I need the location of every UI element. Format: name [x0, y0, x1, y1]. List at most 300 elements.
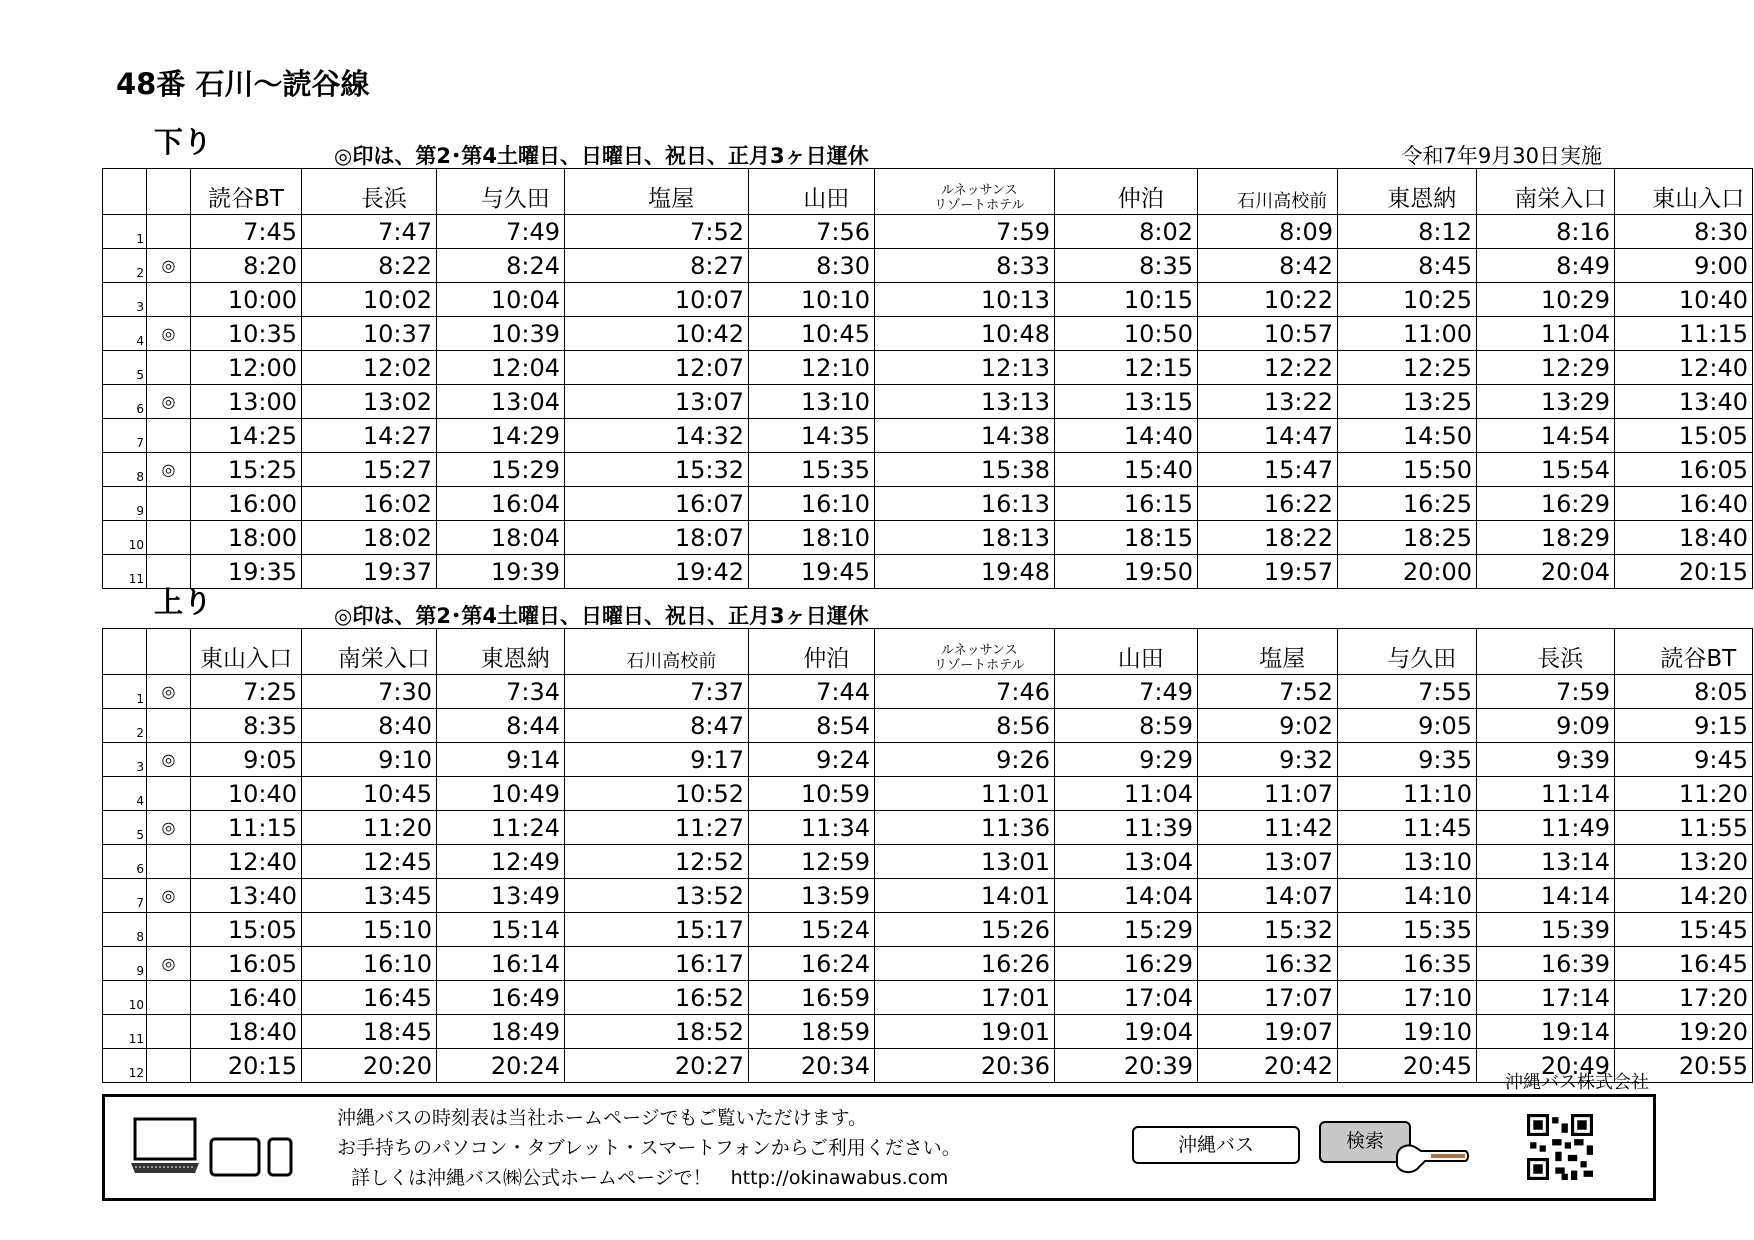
trip-row — [103, 385, 1753, 419]
departure-time: 11:04 — [1507, 317, 1615, 351]
departure-time: 8:12 — [1368, 215, 1477, 249]
departure-time: 9:39 — [1507, 743, 1615, 777]
spacer-cell — [302, 1049, 332, 1083]
spacer-cell — [1477, 487, 1507, 521]
departure-time: 14:10 — [1368, 879, 1477, 913]
stop-header: 与久田 — [467, 169, 565, 215]
spacer-cell — [302, 453, 332, 487]
spacer-cell — [1477, 351, 1507, 385]
departure-time: 19:35 — [191, 555, 302, 589]
trip-row — [103, 487, 1753, 521]
spacer-cell — [875, 981, 905, 1015]
departure-time: 16:10 — [779, 487, 875, 521]
departure-time: 8:30 — [1645, 215, 1753, 249]
departure-time: 11:20 — [1645, 777, 1753, 811]
departure-time: 7:34 — [467, 675, 565, 709]
departure-time: 7:52 — [1228, 675, 1338, 709]
trip-number: 11 — [103, 555, 147, 589]
spacer-cell — [302, 879, 332, 913]
departure-time: 16:05 — [1645, 453, 1753, 487]
trip-row — [103, 981, 1753, 1015]
smartphone-icon — [269, 1139, 291, 1175]
departure-time: 11:27 — [595, 811, 749, 845]
departure-time: 15:35 — [779, 453, 875, 487]
departure-time: 8:49 — [1507, 249, 1615, 283]
spacer-cell — [1338, 709, 1368, 743]
departure-time: 9:09 — [1507, 709, 1615, 743]
down-direction-label: 下り — [154, 125, 213, 159]
spacer-cell — [302, 675, 332, 709]
up-timetable — [102, 628, 1753, 1083]
departure-time: 8:24 — [467, 249, 565, 283]
departure-time: 16:13 — [905, 487, 1055, 521]
departure-time: 9:29 — [1085, 743, 1198, 777]
departure-time: 20:15 — [1645, 555, 1753, 589]
stop-header: 山田 — [779, 169, 875, 215]
spacer-cell — [437, 215, 467, 249]
departure-time: 16:05 — [191, 947, 302, 981]
spacer-cell — [302, 811, 332, 845]
spacer-cell — [875, 453, 905, 487]
departure-time: 15:45 — [1645, 913, 1753, 947]
departure-time: 10:00 — [191, 283, 302, 317]
departure-time: 15:40 — [1085, 453, 1198, 487]
departure-time: 19:57 — [1228, 555, 1338, 589]
spacer-cell — [749, 521, 779, 555]
spacer-cell — [565, 947, 595, 981]
spacer-cell — [437, 351, 467, 385]
spacer-cell — [437, 487, 467, 521]
departure-time: 19:45 — [779, 555, 875, 589]
spacer-cell — [1198, 317, 1228, 351]
spacer-cell — [1055, 385, 1085, 419]
mark-header — [147, 629, 191, 675]
spacer-cell — [1615, 947, 1645, 981]
departure-time: 12:49 — [467, 845, 565, 879]
departure-time: 13:01 — [905, 845, 1055, 879]
spacer-cell — [749, 351, 779, 385]
departure-time: 15:54 — [1507, 453, 1615, 487]
spacer-cell — [1477, 743, 1507, 777]
spacer-cell — [875, 947, 905, 981]
spacer-cell — [1477, 845, 1507, 879]
spacer-cell — [1615, 169, 1645, 215]
departure-time: 8:16 — [1507, 215, 1615, 249]
departure-time: 11:00 — [1368, 317, 1477, 351]
spacer-cell — [1338, 811, 1368, 845]
spacer-cell — [302, 317, 332, 351]
spacer-cell — [875, 845, 905, 879]
trip-number: 6 — [103, 845, 147, 879]
departure-time: 13:04 — [1085, 845, 1198, 879]
departure-time: 14:07 — [1228, 879, 1338, 913]
departure-time: 13:25 — [1368, 385, 1477, 419]
departure-time: 16:45 — [1645, 947, 1753, 981]
spacer-cell — [1615, 249, 1645, 283]
departure-time: 14:25 — [191, 419, 302, 453]
spacer-cell — [437, 709, 467, 743]
departure-time: 15:29 — [1085, 913, 1198, 947]
spacer-cell — [1615, 879, 1645, 913]
spacer-cell — [1338, 629, 1368, 675]
departure-time: 20:39 — [1085, 1049, 1198, 1083]
qr-code-icon — [1527, 1114, 1593, 1180]
spacer-cell — [302, 777, 332, 811]
departure-time: 14:14 — [1507, 879, 1615, 913]
spacer-cell — [749, 879, 779, 913]
spacer-cell — [1055, 879, 1085, 913]
departure-time: 16:39 — [1507, 947, 1615, 981]
departure-time: 16:32 — [1228, 947, 1338, 981]
departure-time: 9:35 — [1368, 743, 1477, 777]
spacer-cell — [1338, 675, 1368, 709]
stop-header: 長浜 — [332, 169, 437, 215]
departure-time: 14:38 — [905, 419, 1055, 453]
spacer-cell — [1338, 317, 1368, 351]
spacer-cell — [437, 419, 467, 453]
departure-time: 20:27 — [595, 1049, 749, 1083]
departure-time: 8:02 — [1085, 215, 1198, 249]
spacer-cell — [1338, 981, 1368, 1015]
departure-time: 15:39 — [1507, 913, 1615, 947]
stop-header: 石川高校前 — [1228, 169, 1338, 215]
spacer-cell — [749, 249, 779, 283]
departure-time: 16:26 — [905, 947, 1055, 981]
departure-time: 13:20 — [1645, 845, 1753, 879]
spacer-cell — [1198, 981, 1228, 1015]
departure-time: 16:10 — [332, 947, 437, 981]
spacer-cell — [875, 913, 905, 947]
spacer-cell — [1615, 385, 1645, 419]
spacer-cell — [437, 811, 467, 845]
trip-row — [103, 947, 1753, 981]
spacer-cell — [1338, 1049, 1368, 1083]
spacer-cell — [302, 845, 332, 879]
spacer-cell — [749, 629, 779, 675]
spacer-cell — [749, 675, 779, 709]
departure-time: 16:45 — [332, 981, 437, 1015]
departure-time: 13:45 — [332, 879, 437, 913]
spacer-cell — [302, 169, 332, 215]
departure-time: 19:07 — [1228, 1015, 1338, 1049]
departure-time: 15:14 — [467, 913, 565, 947]
spacer-cell — [1477, 777, 1507, 811]
departure-time: 13:52 — [595, 879, 749, 913]
spacer-cell — [437, 521, 467, 555]
spacer-cell — [565, 743, 595, 777]
spacer-cell — [1198, 947, 1228, 981]
spacer-cell — [1338, 743, 1368, 777]
departure-time: 16:40 — [1645, 487, 1753, 521]
departure-time: 16:07 — [595, 487, 749, 521]
spacer-cell — [749, 1015, 779, 1049]
spacer-cell — [1477, 811, 1507, 845]
spacer-cell — [875, 709, 905, 743]
spacer-cell — [565, 521, 595, 555]
departure-time: 11:15 — [191, 811, 302, 845]
departure-time: 12:59 — [779, 845, 875, 879]
spacer-cell — [437, 845, 467, 879]
departure-time: 16:35 — [1368, 947, 1477, 981]
departure-time: 9:24 — [779, 743, 875, 777]
departure-time: 15:32 — [1228, 913, 1338, 947]
spacer-cell — [1055, 1015, 1085, 1049]
departure-time: 15:50 — [1368, 453, 1477, 487]
departure-time: 16:40 — [191, 981, 302, 1015]
spacer-cell — [437, 385, 467, 419]
departure-time: 11:45 — [1368, 811, 1477, 845]
spacer-cell — [1198, 351, 1228, 385]
departure-time: 13:29 — [1507, 385, 1615, 419]
departure-time: 18:40 — [191, 1015, 302, 1049]
departure-time: 16:17 — [595, 947, 749, 981]
spacer-cell — [1477, 947, 1507, 981]
spacer-cell — [302, 981, 332, 1015]
departure-time: 8:54 — [779, 709, 875, 743]
holiday-mark: ◎ — [147, 249, 191, 283]
departure-time: 20:00 — [1368, 555, 1477, 589]
trip-number: 10 — [103, 981, 147, 1015]
departure-time: 8:05 — [1645, 675, 1753, 709]
departure-time: 16:02 — [332, 487, 437, 521]
departure-time: 19:48 — [905, 555, 1055, 589]
spacer-cell — [302, 215, 332, 249]
departure-time: 20:34 — [779, 1049, 875, 1083]
departure-time: 12:10 — [779, 351, 875, 385]
departure-time: 14:40 — [1085, 419, 1198, 453]
spacer-cell — [1615, 453, 1645, 487]
spacer-cell — [1055, 317, 1085, 351]
departure-time: 20:20 — [332, 1049, 437, 1083]
spacer-cell — [565, 487, 595, 521]
departure-time: 9:14 — [467, 743, 565, 777]
departure-time: 10:48 — [905, 317, 1055, 351]
spacer-cell — [1198, 419, 1228, 453]
departure-time: 11:42 — [1228, 811, 1338, 845]
departure-time: 8:44 — [467, 709, 565, 743]
spacer-cell — [1615, 317, 1645, 351]
trip-number: 8 — [103, 913, 147, 947]
trip-number: 9 — [103, 487, 147, 521]
spacer-cell — [1055, 555, 1085, 589]
departure-time: 7:47 — [332, 215, 437, 249]
operator-name: 沖縄バス株式会社 — [1505, 1072, 1649, 1093]
spacer-cell — [1615, 777, 1645, 811]
departure-time: 10:45 — [332, 777, 437, 811]
trip-row — [103, 709, 1753, 743]
spacer-cell — [1338, 385, 1368, 419]
devices-icon — [131, 1117, 301, 1181]
departure-time: 10:04 — [467, 283, 565, 317]
departure-time: 13:02 — [332, 385, 437, 419]
pointer-hand-icon — [1391, 1137, 1471, 1179]
departure-time: 7:49 — [467, 215, 565, 249]
departure-time: 11:34 — [779, 811, 875, 845]
spacer-cell — [875, 777, 905, 811]
holiday-mark — [147, 419, 191, 453]
departure-time: 12:40 — [1645, 351, 1753, 385]
spacer-cell — [1055, 453, 1085, 487]
trip-row — [103, 419, 1753, 453]
trip-row — [103, 845, 1753, 879]
spacer-cell — [565, 777, 595, 811]
trip-number: 9 — [103, 947, 147, 981]
holiday-mark — [147, 521, 191, 555]
spacer-cell — [1055, 743, 1085, 777]
spacer-cell — [1055, 215, 1085, 249]
departure-time: 9:10 — [332, 743, 437, 777]
stop-header: 仲泊 — [779, 629, 875, 675]
trip-number: 1 — [103, 675, 147, 709]
spacer-cell — [875, 743, 905, 777]
departure-time: 13:15 — [1085, 385, 1198, 419]
spacer-cell — [1198, 453, 1228, 487]
spacer-cell — [437, 629, 467, 675]
spacer-cell — [437, 249, 467, 283]
departure-time: 18:49 — [467, 1015, 565, 1049]
departure-time: 9:45 — [1645, 743, 1753, 777]
spacer-cell — [565, 1049, 595, 1083]
departure-time: 18:10 — [779, 521, 875, 555]
departure-time: 16:14 — [467, 947, 565, 981]
spacer-cell — [1198, 675, 1228, 709]
departure-time: 11:20 — [332, 811, 437, 845]
departure-time: 13:04 — [467, 385, 565, 419]
trip-number: 7 — [103, 879, 147, 913]
departure-time: 7:59 — [1507, 675, 1615, 709]
spacer-cell — [437, 1015, 467, 1049]
spacer-cell — [437, 317, 467, 351]
spacer-cell — [875, 215, 905, 249]
departure-time: 13:49 — [467, 879, 565, 913]
departure-time: 9:17 — [595, 743, 749, 777]
spacer-cell — [437, 947, 467, 981]
departure-time: 19:14 — [1507, 1015, 1615, 1049]
departure-time: 11:07 — [1228, 777, 1338, 811]
stop-header: 南栄入口 — [332, 629, 437, 675]
spacer-cell — [565, 453, 595, 487]
spacer-cell — [1477, 249, 1507, 283]
departure-time: 11:39 — [1085, 811, 1198, 845]
spacer-cell — [437, 1049, 467, 1083]
departure-time: 13:07 — [1228, 845, 1338, 879]
departure-time: 7:45 — [191, 215, 302, 249]
spacer-cell — [302, 283, 332, 317]
departure-time: 13:22 — [1228, 385, 1338, 419]
spacer-cell — [1055, 947, 1085, 981]
departure-time: 15:24 — [779, 913, 875, 947]
spacer-cell — [302, 351, 332, 385]
spacer-cell — [1055, 777, 1085, 811]
departure-time: 14:29 — [467, 419, 565, 453]
spacer-cell — [437, 675, 467, 709]
spacer-cell — [875, 521, 905, 555]
departure-time: 13:10 — [1368, 845, 1477, 879]
trip-number: 4 — [103, 777, 147, 811]
spacer-cell — [749, 215, 779, 249]
holiday-mark — [147, 1049, 191, 1083]
departure-time: 12:00 — [191, 351, 302, 385]
departure-time: 14:47 — [1228, 419, 1338, 453]
spacer-cell — [749, 169, 779, 215]
departure-time: 20:36 — [905, 1049, 1055, 1083]
departure-time: 7:59 — [905, 215, 1055, 249]
departure-time: 18:04 — [467, 521, 565, 555]
trip-number: 10 — [103, 521, 147, 555]
spacer-cell — [1198, 913, 1228, 947]
spacer-cell — [565, 913, 595, 947]
departure-time: 12:07 — [595, 351, 749, 385]
spacer-cell — [749, 913, 779, 947]
spacer-cell — [437, 453, 467, 487]
spacer-cell — [875, 879, 905, 913]
stop-header: 東恩納 — [1368, 169, 1477, 215]
spacer-cell — [1055, 709, 1085, 743]
spacer-cell — [1055, 1049, 1085, 1083]
departure-time: 13:10 — [779, 385, 875, 419]
tablet-icon — [211, 1139, 259, 1175]
departure-time: 10:22 — [1228, 283, 1338, 317]
spacer-cell — [1477, 879, 1507, 913]
spacer-cell — [749, 811, 779, 845]
spacer-cell — [1338, 555, 1368, 589]
departure-time: 19:39 — [467, 555, 565, 589]
search-query-box: 沖縄バス — [1132, 1126, 1300, 1164]
departure-time: 15:05 — [191, 913, 302, 947]
departure-time: 8:35 — [191, 709, 302, 743]
spacer-cell — [565, 385, 595, 419]
departure-time: 14:54 — [1507, 419, 1615, 453]
departure-time: 8:42 — [1228, 249, 1338, 283]
departure-time: 9:02 — [1228, 709, 1338, 743]
departure-time: 8:33 — [905, 249, 1055, 283]
spacer-cell — [1477, 521, 1507, 555]
spacer-cell — [875, 487, 905, 521]
spacer-cell — [1055, 629, 1085, 675]
departure-time: 9:32 — [1228, 743, 1338, 777]
departure-time: 18:13 — [905, 521, 1055, 555]
spacer-cell — [437, 283, 467, 317]
spacer-cell — [1055, 419, 1085, 453]
spacer-cell — [1477, 215, 1507, 249]
trip-number: 2 — [103, 249, 147, 283]
departure-time: 15:38 — [905, 453, 1055, 487]
spacer-cell — [875, 385, 905, 419]
departure-time: 11:14 — [1507, 777, 1615, 811]
departure-time: 7:44 — [779, 675, 875, 709]
spacer-cell — [565, 317, 595, 351]
spacer-cell — [1615, 913, 1645, 947]
spacer-cell — [1198, 1049, 1228, 1083]
trip-row — [103, 743, 1753, 777]
departure-time: 15:25 — [191, 453, 302, 487]
spacer-cell — [1198, 845, 1228, 879]
departure-time: 17:14 — [1507, 981, 1615, 1015]
trip-number-header — [103, 169, 147, 215]
departure-time: 17:01 — [905, 981, 1055, 1015]
trip-number: 5 — [103, 351, 147, 385]
departure-time: 16:15 — [1085, 487, 1198, 521]
departure-time: 8:59 — [1085, 709, 1198, 743]
stop-header-line-2: リゾートホテル — [934, 198, 1025, 213]
spacer-cell — [1477, 385, 1507, 419]
stop-header — [905, 169, 1055, 215]
stop-header: 読谷BT — [1645, 629, 1753, 675]
stop-header: 山田 — [1085, 629, 1198, 675]
spacer-cell — [1615, 283, 1645, 317]
spacer-cell — [437, 879, 467, 913]
departure-time: 9:05 — [191, 743, 302, 777]
